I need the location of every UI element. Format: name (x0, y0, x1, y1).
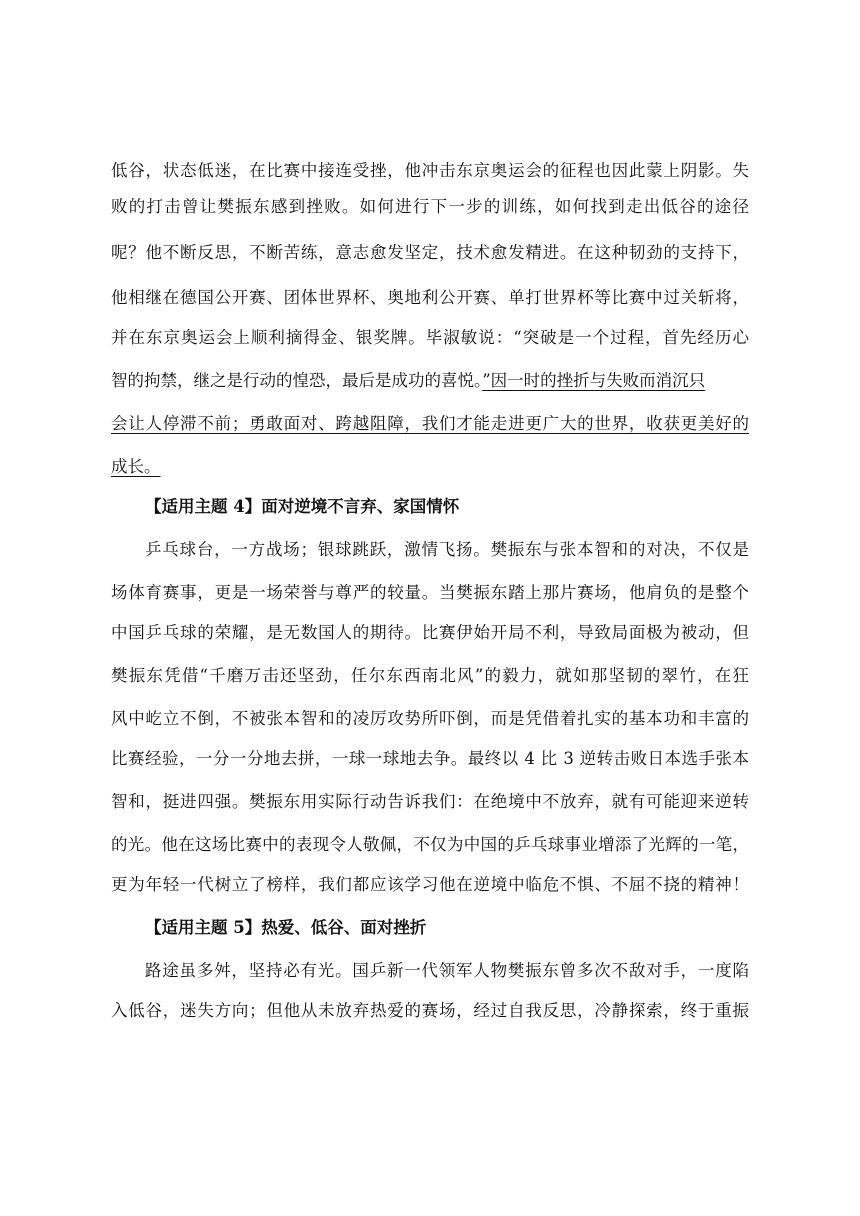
p2-line-9: 更为年轻一代树立了榜样，我们都应该学习他在逆境中临危不惧、不屈不挠的精神！ (111, 875, 749, 894)
p1-line-7: 会让人停滞不前；勇敢面对、跨越阻障，我们才能走进更广大的世界，收获更美好的 (111, 414, 749, 433)
p3-line-1: 路途虽多舛，坚持必有光。国乒新一代领军人物樊振东曾多次不敌对手，一度陷 (145, 961, 749, 980)
p2-line-6: 比赛经验，一分一分地去拼，一球一球地去争。最终以 4 比 3 逆转击败日本选手张本 (111, 749, 749, 768)
p1-line-6 (111, 370, 749, 392)
p1-line-5: 并在东京奥运会上顺利摘得金、银奖牌。毕淑敏说：“突破是一个过程，首先经历心 (111, 328, 749, 347)
p2-line-3: 中国乒乓球的荣耀，是无数国人的期待。比赛伊始开局不利，导致局面极为被动，但 (111, 623, 749, 642)
heading-theme-5: 【适用主题 5】热爱、低谷、面对挫折 (145, 918, 427, 937)
p2-line-5: 风中屹立不倒，不被张本智和的凌厉攻势所吓倒，而是凭借着扎实的基本功和丰富的 (111, 709, 749, 728)
p2-line-8: 的光。他在这场比赛中的表现令人敬佩，不仅为中国的乒乓球事业增添了光辉的一笔， (111, 835, 749, 854)
p3-line-2: 入低谷，迷失方向；但他从未放弃热爱的赛场，经过自我反思，冷静探索，终于重振 (111, 1001, 749, 1020)
p2-line-7: 智和，挺进四强。樊振东用实际行动告诉我们：在绝境中不放弃，就有可能迎来逆转 (111, 792, 749, 811)
p2-line-2: 场体育赛事，更是一场荣誉与尊严的较量。当樊振东踏上那片赛场，他肩负的是整个 (111, 583, 749, 602)
p1-line-3: 呢？他不断反思，不断苦练，意志愈发坚定，技术愈发精进。在这种韧劲的支持下， (111, 243, 749, 262)
p2-line-1: 乒乓球台，一方战场；银球跳跃，激情飞扬。樊振东与张本智和的对决，不仅是 (145, 540, 749, 559)
heading-theme-4: 【适用主题 4】面对逆境不言弃、家国情怀 (145, 497, 460, 516)
p1-line-6-text: 智的拘禁，继之是行动的惶恐，最后是成功的喜悦。 (111, 371, 483, 390)
p1-line-8: 成长。 (111, 457, 161, 476)
p1-line-2: 败的打击曾让樊振东感到挫败。如何进行下一步的训练，如何找到走出低谷的途径 (111, 197, 749, 216)
p1-line-6-underlined: ”因一时的挫折与失败而消沉只 (482, 371, 706, 390)
p1-line-1: 低谷，状态低迷，在比赛中接连受挫，他冲击东京奥运会的征程也因此蒙上阴影。失 (111, 161, 749, 180)
p2-line-4: 樊振东凭借“千磨万击还坚劲，任尔东西南北风”的毅力，就如那坚韧的翠竹，在狂 (111, 666, 749, 685)
p1-line-4: 他相继在德国公开赛、团体世界杯、奥地利公开赛、单打世界杯等比赛中过关斩将， (111, 288, 749, 307)
